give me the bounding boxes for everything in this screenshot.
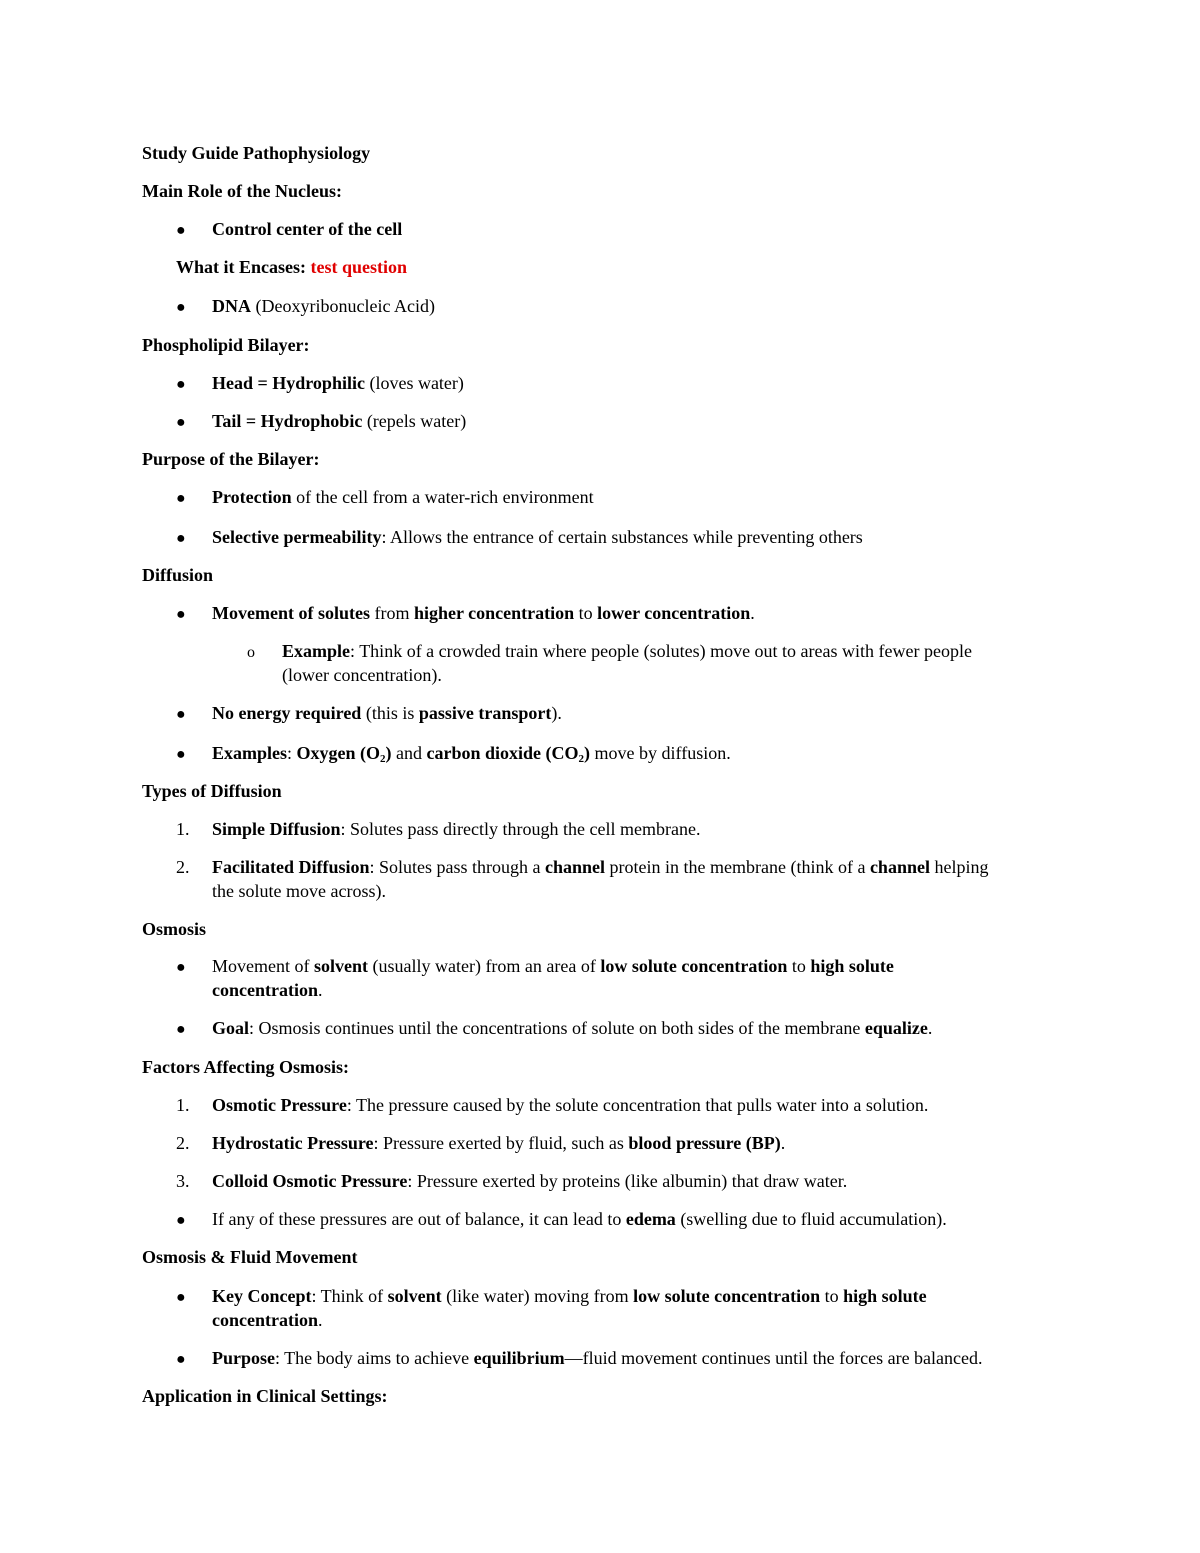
bullet-icon: ●	[176, 299, 186, 316]
numbered-item-continued: the solute move across).	[212, 881, 386, 901]
list-item: If any of these pressures are out of balance, it can lead to edema (swelling due to fluid accumulation).	[212, 1209, 947, 1229]
list-item: Movement of solutes from higher concentration to lower concentration.	[212, 603, 755, 623]
list-item: Goal: Osmosis continues until the concentrations of solute on both sides of the membrane equalize.	[212, 1018, 933, 1038]
bullet-icon: ●	[176, 376, 186, 393]
bullet-icon: ●	[176, 1351, 186, 1368]
heading-purpose: Purpose of the Bilayer:	[142, 449, 320, 469]
bullet-icon: ●	[176, 706, 186, 723]
numbered-item: Hydrostatic Pressure: Pressure exerted by fluid, such as blood pressure (BP).	[212, 1133, 786, 1153]
bullet-icon: ●	[176, 746, 186, 763]
list-item: Control center of the cell	[212, 219, 403, 239]
list-item: Selective permeability: Allows the entrance of certain substances while preventing others	[212, 527, 863, 547]
heading-clinical-application: Application in Clinical Settings:	[142, 1386, 388, 1406]
bullet-icon: ●	[176, 1289, 186, 1306]
list-item-continued: concentration.	[212, 980, 323, 1000]
bullet-icon: ●	[176, 530, 186, 547]
list-item: No energy required (this is passive transport).	[212, 703, 562, 723]
heading-osmosis-fluid-movement: Osmosis & Fluid Movement	[142, 1247, 358, 1267]
bullet-icon: ●	[176, 1021, 186, 1038]
heading-bilayer: Phospholipid Bilayer:	[142, 335, 310, 355]
list-item: Purpose: The body aims to achieve equilibrium—fluid movement continues until the forces are balanced.	[212, 1348, 983, 1368]
list-number: 2.	[176, 857, 190, 877]
sub-list-item: Example: Think of a crowded train where people (solutes) move out to areas with fewer people	[282, 641, 972, 661]
heading-factors-affecting-osmosis: Factors Affecting Osmosis:	[142, 1057, 349, 1077]
document-title: Study Guide Pathophysiology	[142, 143, 371, 163]
list-number: 3.	[176, 1171, 190, 1191]
bullet-icon: ●	[176, 959, 186, 976]
list-item: Tail = Hydrophobic (repels water)	[212, 411, 467, 431]
bullet-icon: ●	[176, 222, 186, 239]
numbered-item: Colloid Osmotic Pressure: Pressure exerted by proteins (like albumin) that draw water.	[212, 1171, 848, 1191]
heading-osmosis: Osmosis	[142, 919, 207, 939]
test-question-note: test question	[310, 257, 408, 277]
list-item: Examples: Oxygen $(O_2)$ and carbon dioxide $(CO_2)$ move by diffusion.	[212, 743, 731, 765]
bullet-icon: ●	[176, 414, 186, 431]
list-number: 1.	[176, 1095, 190, 1115]
heading-diffusion: Diffusion	[142, 565, 214, 585]
list-number: 2.	[176, 1133, 190, 1153]
list-number: 1.	[176, 819, 190, 839]
list-item: Movement of solvent (usually water) from an area of low solute concentration to high solute	[212, 956, 894, 976]
numbered-item: Osmotic Pressure: The pressure caused by the solute concentration that pulls water into a solution.	[212, 1095, 929, 1115]
bullet-icon: ●	[176, 490, 186, 507]
list-item: Head = Hydrophilic (loves water)	[212, 373, 464, 393]
sub-list-item-continued: (lower concentration).	[282, 665, 442, 685]
list-item-continued: concentration.	[212, 1310, 323, 1330]
numbered-item: Simple Diffusion: Solutes pass directly through the cell membrane.	[212, 819, 701, 839]
list-item: Protection of the cell from a water-rich environment	[212, 487, 594, 507]
encases-line: What it Encases: test question	[176, 257, 408, 277]
list-item: Key Concept: Think of solvent (like water) moving from low solute concentration to high solute	[212, 1286, 927, 1306]
list-item: DNA (Deoxyribonucleic Acid)	[212, 296, 435, 316]
heading-types-of-diffusion: Types of Diffusion	[142, 781, 282, 801]
heading-nucleus: Main Role of the Nucleus:	[142, 181, 342, 201]
sub-bullet-icon: o	[247, 644, 255, 661]
bullet-icon: ●	[176, 606, 186, 623]
numbered-item: Facilitated Diffusion: Solutes pass through a channel protein in the membrane (think of a channel helping	[212, 857, 989, 877]
bullet-icon: ●	[176, 1212, 186, 1229]
